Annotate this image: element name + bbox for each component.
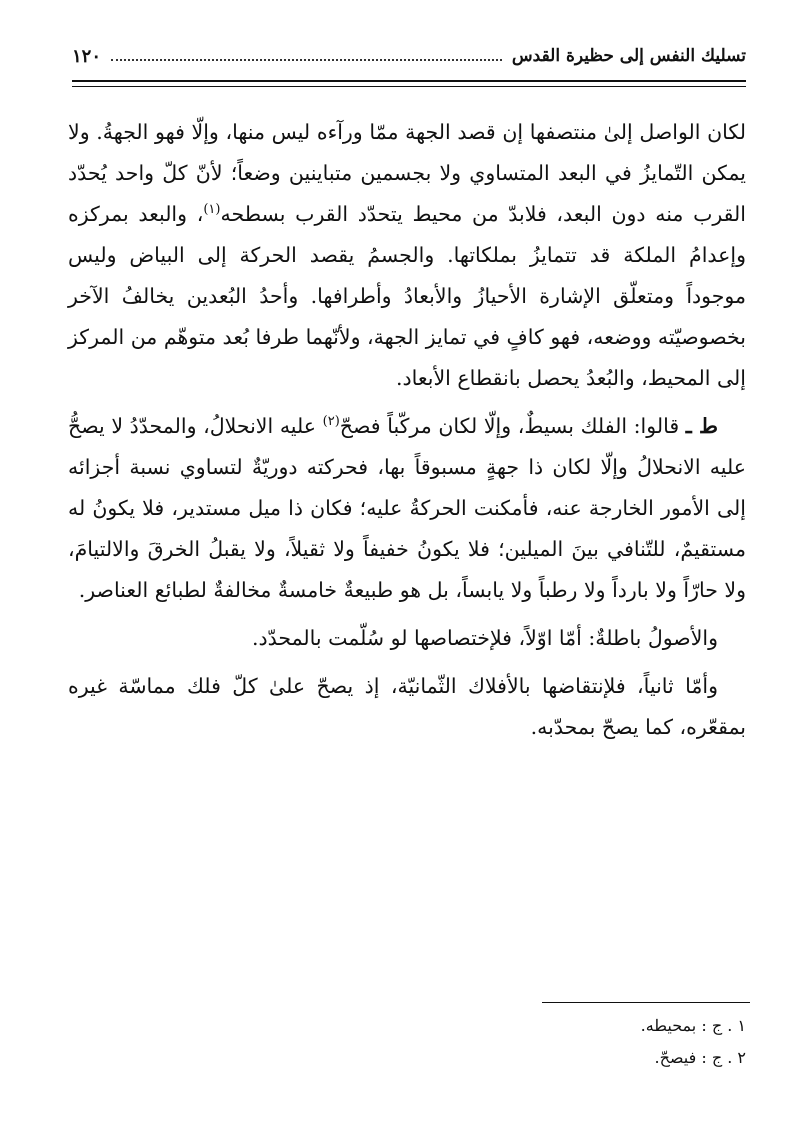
paragraph-1: لكان الواصل إلىٰ منتصفها إن قصد الجهة ممّا ورآءه ليس منها، وإلّا فهو الجهةُ. ولا يمكن التّمايزُ في البعد المتساوي ولا بجسمين متباينين وضعاً؛ لأنّ كلّ واحد يُحدّد القرب منه دون البعد، فلابدّ من محيط يتحدّد القرب بسطحه$^{(١)}$، والبعد بمركزه وإعدامُ الملكة قد تتمايزُ بملكاتها. والجسمُ يقصد الحركة إلى البياض وليس موجوداً ومتعلّق الإشارة الأحيازُ والأبعادُ وأطرافها. وأحدُ البُعدين يخالفُ الآخر بخصوصيّته ووضعه، فهو كافٍ في تمايز الجهة، ولأنّهما طرفا بُعد متوهّم من المركز إلى المحيط، والبُعدُ يحصل بانقطاع الأبعاد. [68,120,746,390]
paragraph-3: والأصولُ باطلةٌ: أمّا اوّلاً، فلإختصاصها لو سُلّمت بالمحدّد. [251,626,718,650]
paragraph-2: ط ـ قالوا: الفلك بسيطٌ، وإلّا لكان مركّباً فصحّ$^{(٢)}$ عليه الانحلالُ، والمحدّدُ لا يصحُّ عليه الانحلالُ وإلّا لكان ذا جهةٍ مسبوقاً بها، فحركته دوريّةٌ لتساوي نسبة أجزائه إلى الأمور الخارجة عنه، فأمكنت الحركةُ عليه؛ فكان ذا ميل مستدير، فلا يكونُ له مستقيمٌ، للتّنافي بينَ الميلين؛ فلا يكونُ خفيفاً ولا ثقيلاً، ولا يقبلُ الخرقَ والالتيامَ، ولا حارّاً ولا بارداً ولا رطباً ولا يابساً، بل هو طبيعةٌ خامسةٌ مخالفةٌ لطبائع العناصر. [68,414,746,602]
footnotes [446,1010,746,1074]
footnote-ref-2: (٢) [322,414,340,430]
leader-dots [111,59,502,61]
running-title: تسليك النفس إلى حظيرة القدس [511,46,746,66]
main-text [68,112,746,755]
header-rule-thick [72,80,746,82]
section-marker: ط ـ [685,414,718,438]
footnote-ref-1: (١) [203,202,221,218]
page-number: ١٢٠ [72,45,102,67]
footnote-separator [542,1002,750,1003]
header-rule-thin [72,86,746,87]
footnote-2: ٢ . ج : فيصحّ. [654,1048,746,1067]
running-header [72,40,746,72]
footnote-1: ١ . ج : بمحيطه. [640,1016,746,1035]
paragraph-4: وأمّا ثانياً، فلإنتقاضها بالأفلاك الثّمانيّة، إذ يصحّ علىٰ كلّ فلك مماسّة غيره بمقعّره، كما يصحّ بمحدّبه. [68,674,746,739]
